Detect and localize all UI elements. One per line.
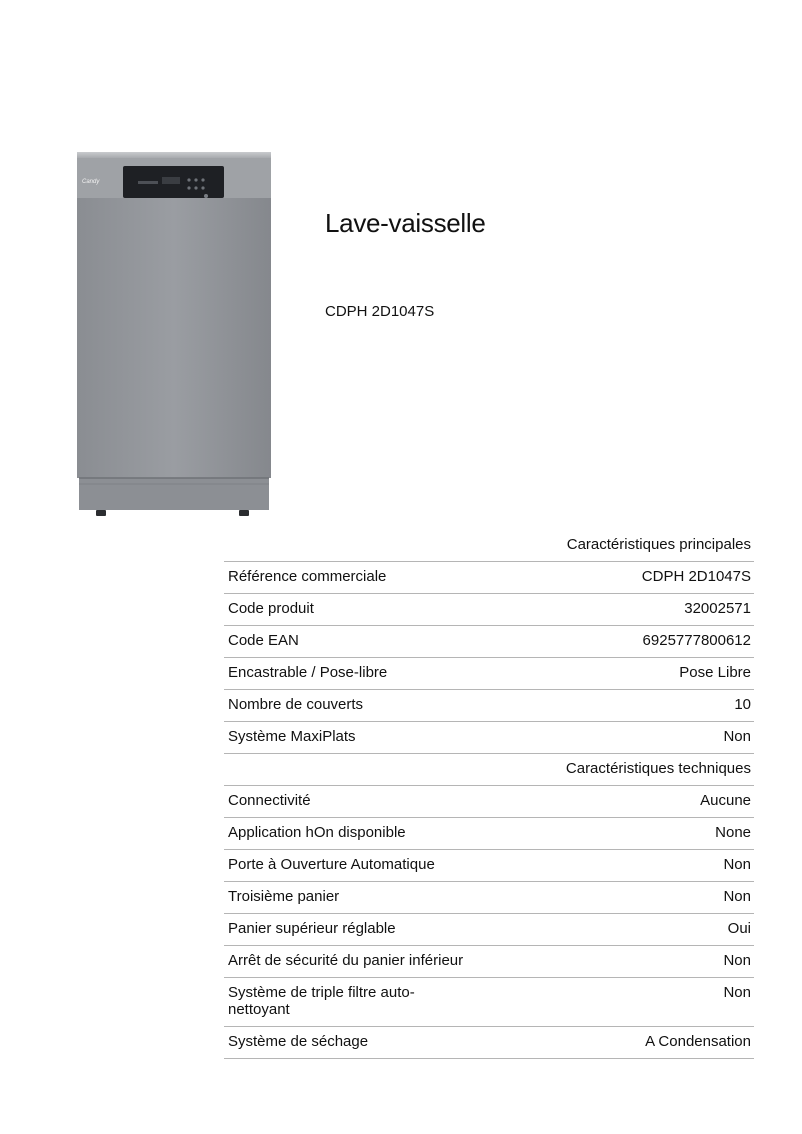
spec-label: Code produit: [228, 600, 314, 617]
spec-row: [224, 946, 754, 978]
spec-row: [224, 1027, 754, 1059]
spec-value: Oui: [727, 920, 751, 937]
spec-value: 6925777800612: [642, 632, 751, 649]
spec-row: [224, 562, 754, 594]
spec-value: Non: [723, 728, 751, 745]
spec-label: Application hOn disponible: [228, 824, 406, 841]
spec-row: [224, 786, 754, 818]
spec-row: [224, 658, 754, 690]
spec-label: Code EAN: [228, 632, 299, 649]
product-model: CDPH 2D1047S: [325, 303, 435, 320]
spec-row: [224, 850, 754, 882]
spec-row: [224, 882, 754, 914]
spec-value: CDPH 2D1047S: [641, 568, 751, 585]
spec-label: Système de séchage: [228, 1033, 369, 1050]
dishwasher-product-image: [76, 152, 272, 520]
spec-label: Système MaxiPlats: [228, 728, 356, 745]
spec-value: None: [715, 824, 751, 841]
spec-row: [224, 594, 754, 626]
spec-row: [224, 818, 754, 850]
spec-value: 32002571: [684, 600, 751, 617]
spec-value: A Condensation: [645, 1033, 751, 1050]
spec-label: Panier supérieur réglable: [228, 920, 396, 937]
spec-value: Pose Libre: [679, 664, 751, 681]
spec-label: Connectivité: [228, 792, 311, 809]
spec-label: Encastrable / Pose-libre: [228, 664, 388, 681]
spec-label: Porte à Ouverture Automatique: [228, 856, 435, 873]
section-heading-main: [224, 530, 754, 562]
spec-row: [224, 722, 754, 754]
spec-label: Système de triple filtre auto-nettoyant: [228, 984, 415, 1018]
spec-row: [224, 626, 754, 658]
spec-row: [224, 978, 754, 1027]
spec-label: Nombre de couverts: [228, 696, 364, 713]
brand-logo: Candy: [82, 179, 100, 185]
spec-row: [224, 914, 754, 946]
spec-value: Non: [723, 984, 751, 1001]
product-title: Lave-vaisselle: [325, 208, 486, 238]
section-heading: Caractéristiques techniques: [565, 760, 751, 777]
spec-value: Aucune: [700, 792, 751, 809]
spec-label: Troisième panier: [228, 888, 340, 905]
spec-row: [224, 690, 754, 722]
section-heading: Caractéristiques principales: [566, 536, 751, 553]
spec-label: Arrêt de sécurité du panier inférieur: [228, 952, 464, 969]
spec-value: Non: [723, 888, 751, 905]
spec-label: Référence commerciale: [228, 568, 387, 585]
spec-value: Non: [723, 952, 751, 969]
spec-value: Non: [723, 856, 751, 873]
specifications-table: [224, 530, 754, 1059]
spec-value: 10: [734, 696, 751, 713]
section-heading-technical: [224, 754, 754, 786]
